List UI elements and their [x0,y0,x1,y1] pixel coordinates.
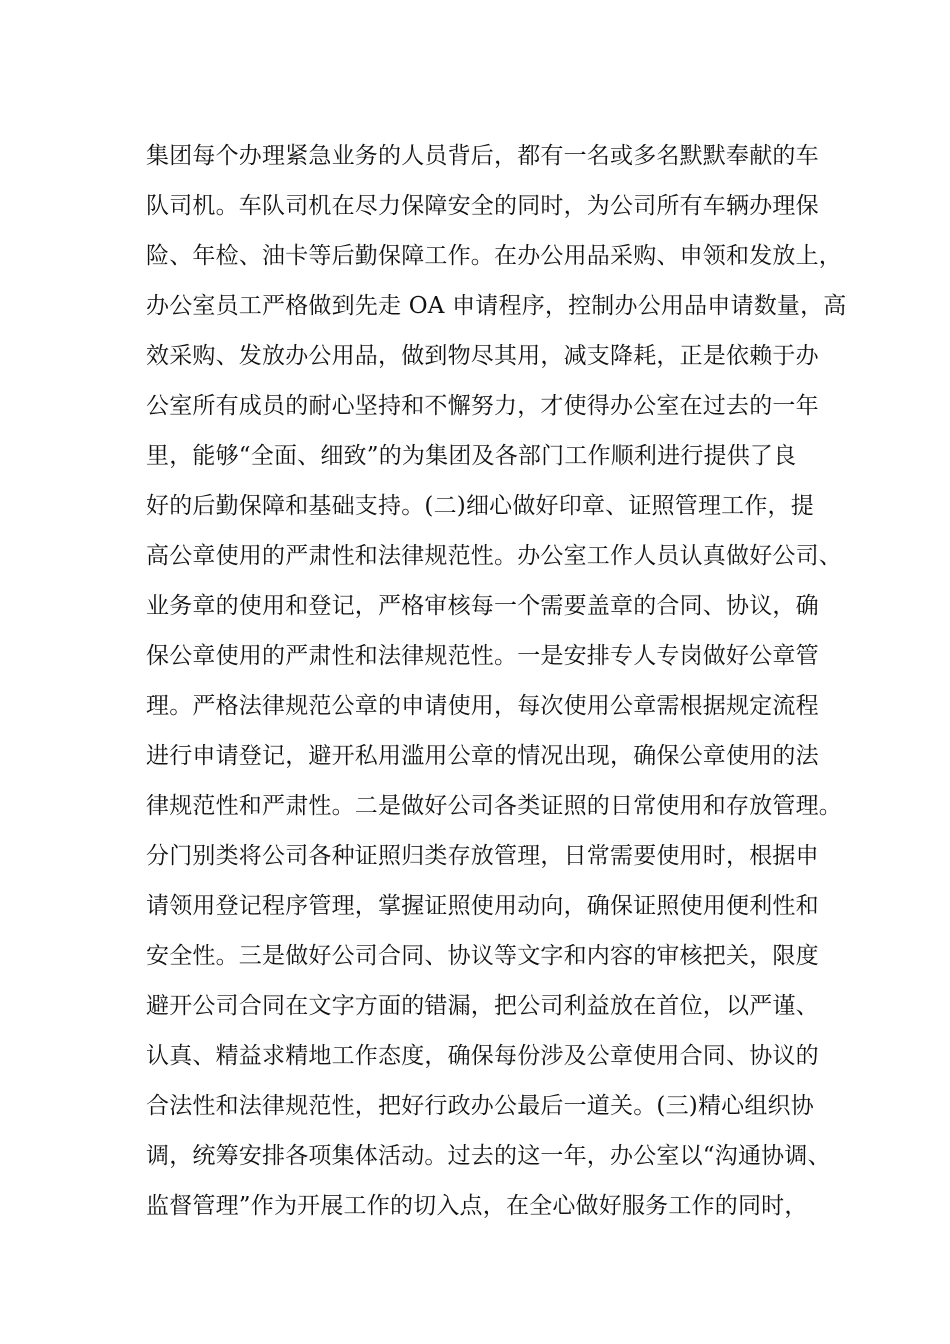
text-line: 高公章使用的严肃性和法律规范性。办公室工作人员认真做好公司、 [146,543,842,569]
text-line: 集团每个办理紧急业务的人员背后，都有一名或多名默默奉献的车 [146,143,819,169]
body-paragraph [146,131,847,1231]
text-line: 保公章使用的严肃性和法律规范性。一是安排专人专岗做好公章管 [146,643,819,669]
text-line: 律规范性和严肃性。二是做好公司各类证照的日常使用和存放管理。 [146,793,842,819]
text-line: 监督管理”作为开展工作的切入点，在全心做好服务工作的同时， [146,1193,808,1219]
text-line: 好的后勤保障和基础支持。(二)细心做好印章、证照管理工作，提 [146,493,814,519]
text-line: 调，统筹安排各项集体活动。过去的这一年，办公室以“沟通协调、 [146,1143,831,1169]
text-line: 避开公司合同在文字方面的错漏，把公司利益放在首位，以严谨、 [146,993,819,1019]
text-line: 办公室员工严格做到先走 OA 申请程序，控制办公用品申请数量，高 [146,293,847,319]
text-line: 理。严格法律规范公章的申请使用，每次使用公章需根据规定流程 [146,693,819,719]
text-line: 效采购、发放办公用品，做到物尽其用，减支降耗，正是依赖于办 [146,343,819,369]
text-line: 合法性和法律规范性，把好行政办公最后一道关。(三)精心组织协 [146,1093,814,1119]
text-line: 业务章的使用和登记，严格审核每一个需要盖章的合同、协议，确 [146,593,819,619]
text-line: 里，能够“全面、细致”的为集团及各部门工作顺利进行提供了良 [146,443,797,469]
text-line: 请领用登记程序管理，掌握证照使用动向，确保证照使用便利性和 [146,893,819,919]
text-line: 险、年检、油卡等后勤保障工作。在办公用品采购、申领和发放上， [146,243,842,269]
text-line: 分门别类将公司各种证照归类存放管理，日常需要使用时，根据申 [146,843,819,869]
text-line: 进行申请登记，避开私用滥用公章的情况出现，确保公章使用的法 [146,743,819,769]
text-line: 安全性。三是做好公司合同、协议等文字和内容的审核把关，限度 [146,943,819,969]
text-line: 公室所有成员的耐心坚持和不懈努力，才使得办公室在过去的一年 [146,393,819,419]
text-line: 认真、精益求精地工作态度，确保每份涉及公章使用合同、协议的 [146,1043,819,1069]
text-line: 队司机。车队司机在尽力保障安全的同时，为公司所有车辆办理保 [146,193,819,219]
